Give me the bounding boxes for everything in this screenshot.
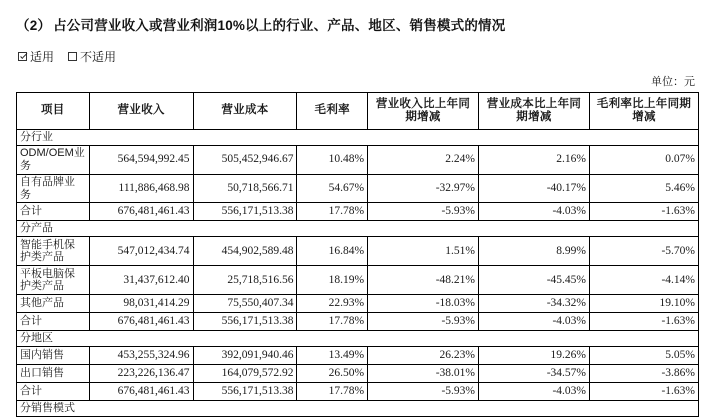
cell-value: 18.19% xyxy=(297,266,368,295)
cell-value: 26.50% xyxy=(297,365,368,383)
row-label: 平板电脑保护类产品 xyxy=(17,266,90,295)
col-header-gross-margin: 毛利率 xyxy=(297,93,368,130)
row-label: ODM/OEM业务 xyxy=(17,146,90,175)
cell-value: -32.97% xyxy=(368,175,479,203)
cell-value: 564,594,992.45 xyxy=(89,146,193,175)
cell-value: 50,718,566.71 xyxy=(193,175,297,203)
applicable-label: 适用 xyxy=(30,50,55,64)
row-label: 合计 xyxy=(17,313,90,331)
cell-value: 8.99% xyxy=(479,237,590,266)
cell-value: 676,481,461.43 xyxy=(89,313,193,331)
section-label: 分行业 xyxy=(17,130,699,146)
cell-value: -1.63% xyxy=(589,203,698,221)
table-row xyxy=(17,266,699,295)
applicable-option[interactable] xyxy=(18,48,54,65)
cell-value: 10.48% xyxy=(297,146,368,175)
applicability-row xyxy=(18,48,699,65)
cell-value: 98,031,414.29 xyxy=(89,295,193,313)
cell-value: -38.01% xyxy=(368,365,479,383)
cell-value: -45.45% xyxy=(479,266,590,295)
cell-value: 16.84% xyxy=(297,237,368,266)
col-header-margin-yoy: 毛利率比上年同期增减 xyxy=(589,93,698,130)
cell-value: 17.78% xyxy=(297,383,368,401)
table-total-row xyxy=(17,313,699,331)
row-label: 合计 xyxy=(17,383,90,401)
checkbox-checked-icon[interactable] xyxy=(18,52,27,61)
cell-value: 31,437,612.40 xyxy=(89,266,193,295)
table-section-row xyxy=(17,331,699,347)
table-row xyxy=(17,146,699,175)
cell-value: -5.93% xyxy=(368,383,479,401)
financial-table xyxy=(16,92,699,417)
cell-value: 556,171,513.38 xyxy=(193,383,297,401)
cell-value: 0.07% xyxy=(589,146,698,175)
cell-value: -5.93% xyxy=(368,203,479,221)
table-total-row xyxy=(17,383,699,401)
cell-value: 556,171,513.38 xyxy=(193,203,297,221)
cell-value: -48.21% xyxy=(368,266,479,295)
cell-value: 17.78% xyxy=(297,203,368,221)
cell-value: 453,255,324.96 xyxy=(89,347,193,365)
table-row xyxy=(17,347,699,365)
row-label: 智能手机保护类产品 xyxy=(17,237,90,266)
cell-value: 13.49% xyxy=(297,347,368,365)
cell-value: 54.67% xyxy=(297,175,368,203)
table-body xyxy=(17,130,699,417)
col-header-revenue: 营业收入 xyxy=(89,93,193,130)
cell-value: 547,012,434.74 xyxy=(89,237,193,266)
cell-value: 2.24% xyxy=(368,146,479,175)
table-header-row xyxy=(17,93,699,130)
col-header-cost: 营业成本 xyxy=(193,93,297,130)
cell-value: 19.10% xyxy=(589,295,698,313)
cell-value: -5.70% xyxy=(589,237,698,266)
cell-value: 5.05% xyxy=(589,347,698,365)
cell-value: -4.03% xyxy=(479,313,590,331)
table-section-row xyxy=(17,221,699,237)
cell-value: 5.46% xyxy=(589,175,698,203)
cell-value: 2.16% xyxy=(479,146,590,175)
heading-number: （2） xyxy=(16,18,52,33)
not-applicable-option[interactable] xyxy=(68,48,116,65)
cell-value: 676,481,461.43 xyxy=(89,203,193,221)
cell-value: 223,226,136.47 xyxy=(89,365,193,383)
cell-value: 454,902,589.48 xyxy=(193,237,297,266)
row-label: 出口销售 xyxy=(17,365,90,383)
row-label: 其他产品 xyxy=(17,295,90,313)
cell-value: 164,079,572.92 xyxy=(193,365,297,383)
heading-text: 占公司营业收入或营业利润10%以上的行业、产品、地区、销售模式的情况 xyxy=(53,18,506,33)
cell-value: 19.26% xyxy=(479,347,590,365)
cell-value: 392,091,940.46 xyxy=(193,347,297,365)
col-header-cost-yoy: 营业成本比上年同期增减 xyxy=(479,93,590,130)
cell-value: 505,452,946.67 xyxy=(193,146,297,175)
cell-value: -34.57% xyxy=(479,365,590,383)
cell-value: -18.03% xyxy=(368,295,479,313)
cell-value: 25,718,516.56 xyxy=(193,266,297,295)
section-label: 分地区 xyxy=(17,331,699,347)
cell-value: 22.93% xyxy=(297,295,368,313)
cell-value: 676,481,461.43 xyxy=(89,383,193,401)
cell-value: 111,886,468.98 xyxy=(89,175,193,203)
cell-value: -4.03% xyxy=(479,383,590,401)
cell-value: -5.93% xyxy=(368,313,479,331)
table-section-row xyxy=(17,401,699,417)
cell-value: -3.86% xyxy=(589,365,698,383)
cell-value: -1.63% xyxy=(589,313,698,331)
table-header xyxy=(17,93,699,130)
table-row xyxy=(17,175,699,203)
page-heading xyxy=(16,14,699,34)
unit-note: 单位：元 xyxy=(651,76,695,88)
cell-value: -1.63% xyxy=(589,383,698,401)
cell-value: 75,550,407.34 xyxy=(193,295,297,313)
cell-value: 26.23% xyxy=(368,347,479,365)
cell-value: 17.78% xyxy=(297,313,368,331)
checkbox-empty-icon[interactable] xyxy=(68,52,77,61)
table-row xyxy=(17,237,699,266)
cell-value: 556,171,513.38 xyxy=(193,313,297,331)
table-row xyxy=(17,365,699,383)
table-section-row xyxy=(17,130,699,146)
section-label: 分产品 xyxy=(17,221,699,237)
table-row xyxy=(17,295,699,313)
cell-value: 1.51% xyxy=(368,237,479,266)
table-total-row xyxy=(17,203,699,221)
cell-value: -4.03% xyxy=(479,203,590,221)
row-label: 自有品牌业务 xyxy=(17,175,90,203)
cell-value: -34.32% xyxy=(479,295,590,313)
cell-value: -40.17% xyxy=(479,175,590,203)
row-label: 国内销售 xyxy=(17,347,90,365)
row-label: 合计 xyxy=(17,203,90,221)
cell-value: -4.14% xyxy=(589,266,698,295)
not-applicable-label: 不适用 xyxy=(80,50,117,64)
col-header-revenue-yoy: 营业收入比上年同期增减 xyxy=(368,93,479,130)
col-header-item: 项目 xyxy=(17,93,90,130)
section-label: 分销售模式 xyxy=(17,401,699,417)
